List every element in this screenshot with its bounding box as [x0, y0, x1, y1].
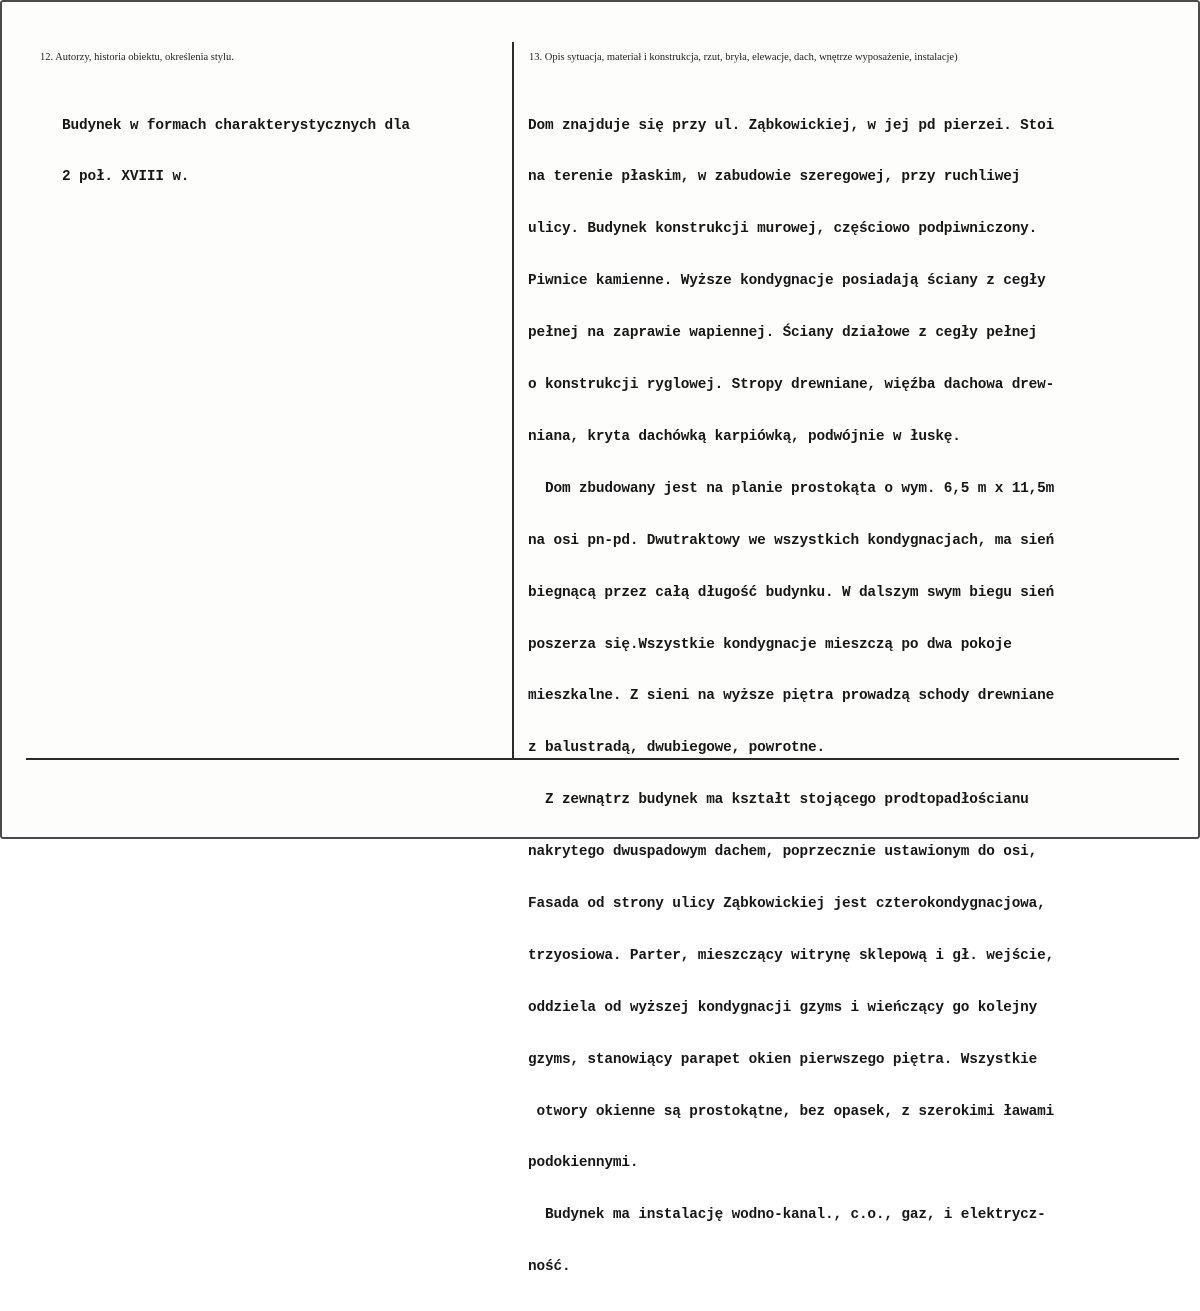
section-13-text	[528, 83, 1054, 1311]
text-line: Dom zbudowany jest na planie prostokąta o wym. 6,5 m x 11,5m	[528, 480, 1055, 497]
text-line: mieszkalne. Z sieni na wyższe piętra prowadzą schody drewniane	[528, 688, 1055, 705]
text-line: o konstrukcji ryglowej. Stropy drewniane, więźba dachowa drew-	[528, 377, 1055, 394]
text-line: nakrytego dwuspadowym dachem, poprzecznie ustawionym do osi,	[528, 844, 1038, 861]
section-12-text	[62, 83, 410, 221]
text-line: 2 poł. XVIII w.	[62, 169, 190, 186]
text-line: pełnej na zaprawie wapiennej. Ściany działowe z cegły pełnej	[528, 325, 1038, 342]
text-line: biegnącą przez całą długość budynku. W dalszym swym biegu sień	[528, 584, 1055, 601]
section-12-header: 12. Autorzy, historia obiektu, określenia stylu.	[40, 52, 234, 63]
text-line: oddziela od wyższej kondygnacji gzyms i wieńczący go kolejny	[528, 999, 1038, 1016]
text-line: Budynek w formach charakterystycznych dla	[62, 117, 410, 134]
text-line: z balustradą, dwubiegowe, powrotne.	[528, 740, 826, 757]
text-line: gzyms, stanowiący parapet okien pierwszego piętra. Wszystkie	[528, 1051, 1038, 1068]
text-line: ność.	[528, 1259, 571, 1276]
column-divider	[512, 42, 514, 758]
section-13-header: 13. Opis sytuacja, materiał i konstrukcja, rzut, bryła, elewacje, dach, wnętrze wyposażenie, instalacje)	[529, 52, 958, 63]
text-line: na terenie płaskim, w zabudowie szeregowej, przy ruchliwej	[528, 169, 1021, 186]
text-line: trzyosiowa. Parter, mieszczący witrynę sklepową i gł. wejście,	[528, 947, 1055, 964]
text-line: podokiennymi.	[528, 1155, 639, 1172]
text-line: otwory okienne są prostokątne, bez opasek, z szerokimi ławami	[528, 1103, 1055, 1120]
text-line: poszerza się.Wszystkie kondygnacje mieszczą po dwa pokoje	[528, 636, 1012, 653]
text-line: Z zewnątrz budynek ma kształt stojącego prodtopadłościanu	[528, 792, 1029, 809]
text-line: Dom znajduje się przy ul. Ząbkowickiej, w jej pd pierzei. Stoi	[528, 117, 1055, 134]
text-line: Fasada od strony ulicy Ząbkowickiej jest czterokondygnacjowa,	[528, 895, 1046, 912]
text-line: na osi pn-pd. Dwutraktowy we wszystkich kondygnacjach, ma sień	[528, 532, 1055, 549]
text-line: ulicy. Budynek konstrukcji murowej, częściowo podpiwniczony.	[528, 221, 1038, 238]
text-line: Piwnice kamienne. Wyższe kondygnacje posiadają ściany z cegły	[528, 273, 1046, 290]
text-line: niana, kryta dachówką karpiówką, podwójnie w łuskę.	[528, 428, 961, 445]
text-line: Budynek ma instalację wodno-kanal., c.o., gaz, i elektrycz-	[528, 1207, 1046, 1224]
